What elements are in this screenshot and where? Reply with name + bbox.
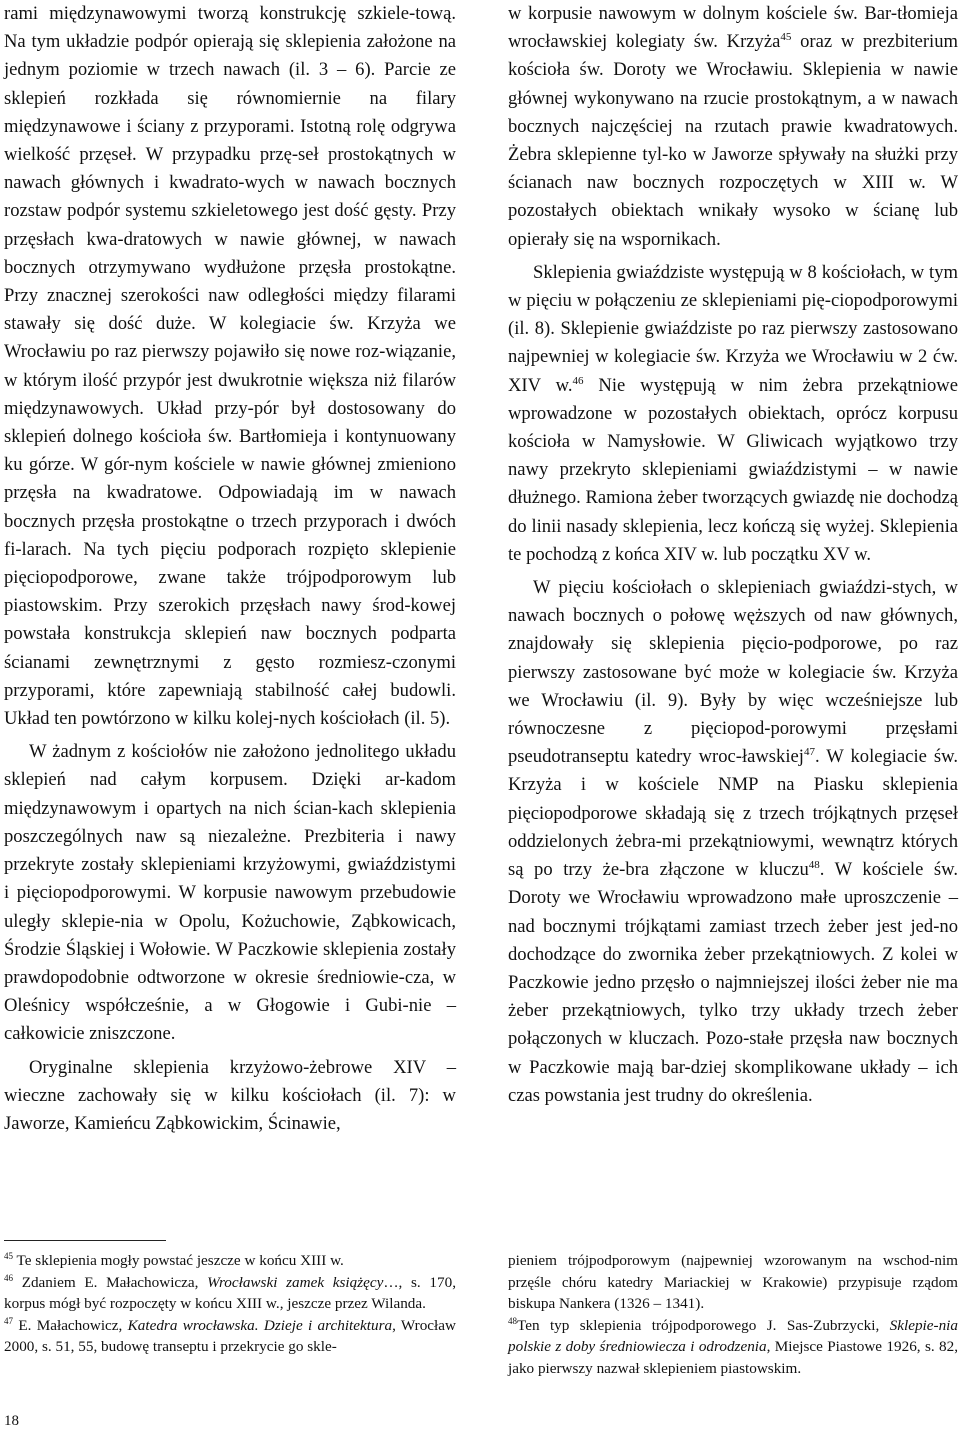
text-run: . W kościele św. Doroty we Wrocławiu wprowadzono małe uproszczenie – nad bocznymi trójkątami zamiast trzech żeber jest jed-no dochodzące do zwornika żeber przekątniowych. Z kolei w Paczkowie jedno przęsło o najmniejszej ilości żeber nie ma żeber przekątniowych, tylko trzy układy trzech żeber połączonych w kluczach. Pozo-stałe przęsła naw bocznych w Paczkowie mają bar-dziej skomplikowane układy – ich czas powstania jest trudny do określenia. bbox=[508, 859, 958, 1106]
footnote-text: , Miejsce Piastowe 1926, s. 82, jako pierwszy nazwał sklepieniem piastowskim. bbox=[508, 1338, 958, 1377]
footnote-number: 45 bbox=[4, 1251, 13, 1261]
paragraph: Oryginalne sklepienia krzyżowo-żebrowe XIV – wieczne zachowały się w kilku kościołach (il. 7): w Jaworze, Kamieńcu Ząbkowickim, Ścinawie, bbox=[4, 1056, 456, 1134]
footnote-46 bbox=[4, 1272, 456, 1315]
footnote-number: 48 bbox=[508, 1315, 517, 1326]
footnote-45 bbox=[4, 1250, 456, 1272]
footnote-ref[interactable]: 48 bbox=[808, 859, 820, 872]
left-text-column bbox=[4, 0, 456, 1138]
paragraph: W żadnym z kościołów nie założono jednolitego układu sklepień nad całym korpusem. Dzięki ar-kadom międzynawowym i opartych na nich ścian-kach sklepienia poszczególnych naw są niezależne. Prezbiteria i nawy przekryte zostały sklepieniami krzyżowymi, gwiaździstymi i pięciopodporowymi. W korpusie nawowym przebudowie uległy sklepie-nia w Opolu, Kożuchowie, Ząbkowicach, Środzie Śląskiej i Wołowie. W Paczkowie sklepienia zostały prawdopodobnie odtworzone w okresie średniowie-cza, w Oleśnicy współcześnie, a w Głogowie i Gubi-nie – całkowicie zniszczone. bbox=[4, 741, 456, 1045]
footnote-divider bbox=[4, 1240, 166, 1241]
footnote-text: , Wrocław 2000, s. 51, 55, budowę transeptu i przekrycie go skle- bbox=[4, 1316, 456, 1356]
footnote-48 bbox=[508, 1315, 958, 1380]
cited-title: Wrocławski zamek książęcy bbox=[207, 1273, 384, 1291]
footnote-number: 46 bbox=[4, 1272, 13, 1283]
paragraph bbox=[508, 574, 958, 1110]
footnotes-right bbox=[508, 1250, 958, 1380]
text-run: oraz w prezbiterium kościoła św. Doroty we Wrocławiu. Sklepienia w nawie głównej wykonywano na rzucie prostokątnym, a w nawach bocznych najczęściej na rzutach prawie kwadratowych. Żebra sklepienne tyl-ko w Jaworze spływały na służki przy ścianach naw bocznych rozpoczętych w XIII w. W pozostałych obiektach wnikały wysoko w ścianę lub opierały się na wspornikach. bbox=[508, 31, 958, 250]
footnote-47-continued: pieniem trójpodporowym (najpewniej wzorowanym na wschod-nim przęśle chóru katedry Mariackiej w Krakowie) przypisuje rządom biskupa Nankera (1326 – 1341). bbox=[508, 1252, 958, 1313]
footnotes-left bbox=[4, 1250, 456, 1358]
paragraph bbox=[508, 259, 958, 569]
footnote-ref[interactable]: 45 bbox=[780, 31, 792, 44]
cited-title: Sklepie-nia polskie z doby średniowiecza i odrodzenia bbox=[508, 1316, 958, 1356]
cited-title: Katedra wrocławska. Dzieje i architektura bbox=[127, 1316, 393, 1334]
footnote-number: 47 bbox=[4, 1315, 13, 1326]
footnote-47 bbox=[4, 1315, 456, 1358]
footnote-text: Te sklepienia mogły powstać jeszcze w końcu XIII w. bbox=[16, 1252, 344, 1269]
footnote-ref[interactable]: 46 bbox=[572, 374, 584, 387]
text-run: w korpusie nawowym w dolnym kościele św. Bar-tłomieja wrocławskiej kolegiaty św. Krzyża bbox=[508, 3, 958, 53]
page-number: 18 bbox=[4, 1413, 19, 1429]
footnote-text: …, s. 170, korpus mógł być rozpoczęty w końcu XIII w., jeszcze przez Wilanda. bbox=[4, 1273, 456, 1313]
footnote-text: E. Małachowicz, bbox=[18, 1316, 128, 1334]
text-run: . W kolegiacie św. Krzyża i w kościele NMP na Piasku sklepienia pięciopodporowe składają się z trzech trójkątnych przęseł oddzielonych żebra-mi przekątniowymi, wewnątrz których są po trzy że-bra złączone w kluczu bbox=[508, 746, 958, 881]
paragraph: rami międzynawowymi tworzą konstrukcję szkiele-tową. Na tym układzie podpór opierają się sklepienia założone na jednym poziomie w trzech nawach (il. 3 – 6). Parcie ze sklepień rozkłada się równomiernie na filary międzynawowe i ściany z przyporami. Istotną rolę odgrywa wielkość przęseł. W przypadku przę-seł prostokątnych w nawach głównych i kwadrato-wych w nawach bocznych rozstaw podpór systemu szkieletowego jest dość gęsty. Przy przęsłach kwa-dratowych w nawie głównej, w nawach bocznych otrzymywano wydłużone przęsła prostokątne. Przy znacznej szerokości naw odległości między filarami stawały się dość duże. W kolegiacie św. Krzyża we Wrocławiu po raz pierwszy pojawiło się nowe roz-wiązanie, w którym ilość przypór jest dwukrotnie większa niż filarów międzynawowych. Układ przy-pór był dostosowany do sklepień dolnego kościoła św. Bartłomieja i kontynuowany ku górze. W gór-nym kościele w nawie głównej zmieniono przęsła na kwadratowe. Odpowiadają im w nawach bocznych przęsła prostokątne o trzech przyporach i dwóch fi-larach. Na tych pięciu podporach rozpięto sklepienie pięciopodporowe, zwane także trójpodporowym lub piastowskim. Przy szerokich przęsłach nawy środ-kowej powstała konstrukcja sklepień naw bocznych podparta ścianami zewnętrznymi z gęsto rozmiesz-czonymi przyporami, które zapewniają stabilność całej budowli. Układ ten powtórzono w kilku kolej-nych kościołach (il. 5). bbox=[4, 3, 456, 730]
text-run: Nie występują w nim żebra przekątniowe wprowadzone w pozostałych obiektach, oprócz korpusu kościoła w Namysłowie. W Gliwicach wyjątkowo trzy nawy przekryto sklepieniami gwiaździstymi – w nawie dłużnego. Ramiona żeber tworzących gwiazdę nie dochodzą do linii nasady sklepienia, lecz kończą się wyżej. Sklepienia te pochodzą z końca XIV w. lub początku XV w. bbox=[508, 374, 958, 565]
text-run: Sklepienia gwiaździste występują w 8 kościołach, w tym w pięciu w połączeniu ze sklepieniami pię-ciopodporowymi (il. 8). Sklepienie gwiaździste po raz pierwszy zastosowano najpewniej w kolegiacie św. Krzyża we Wrocławiu w 2 ćw. XIV w. bbox=[508, 261, 958, 396]
footnote-text: Ten typ sklepienia trójpodporowego J. Sas-Zubrzycki, bbox=[517, 1316, 890, 1334]
text-run: W pięciu kościołach o sklepieniach gwiaździ-stych, w nawach bocznych o połowę węższych od naw głównych, znajdowały się sklepienia pięcio-podporowe, po raz pierwszy zastosowane być może w kolegiacie św. Krzyża we Wrocławiu (il. 9). Były by więc wcześniejsze lub równoczesne z pięciopod-porowymi przęsłami pseudotranseptu katedry wroc-ławskiej bbox=[508, 577, 958, 768]
right-text-column bbox=[508, 0, 958, 1110]
footnote-text: Zdaniem E. Małachowicza, bbox=[21, 1273, 208, 1291]
footnote-ref[interactable]: 47 bbox=[803, 746, 815, 759]
paragraph bbox=[508, 0, 958, 254]
